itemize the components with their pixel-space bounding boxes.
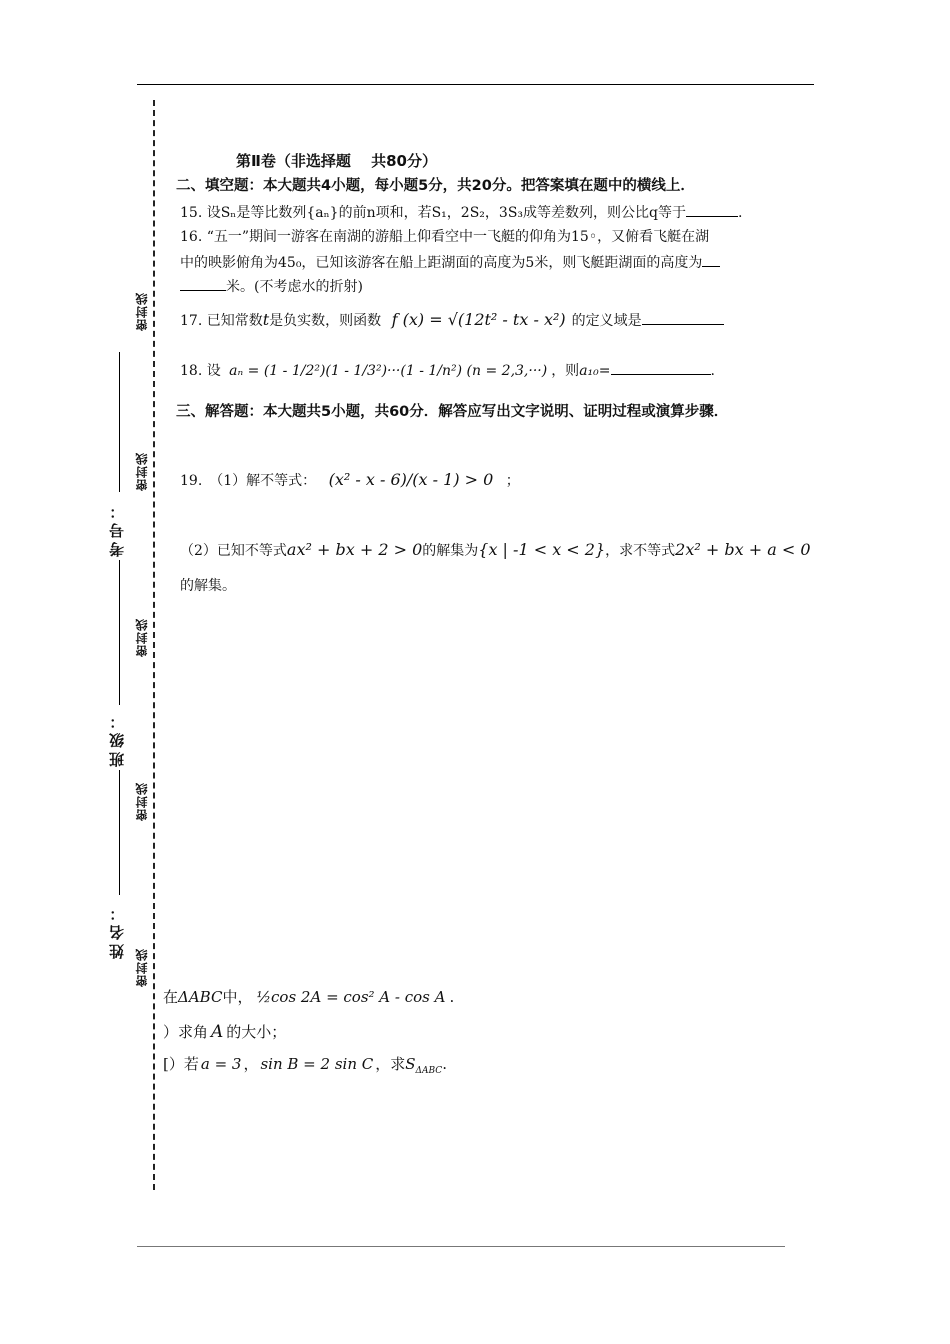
q20-line3-prefix: [）若 — [163, 1055, 199, 1073]
class-underline — [119, 560, 120, 705]
q19-p2-formula1: ax² + bx + 2 > 0 — [286, 540, 423, 559]
q20-line3 — [163, 1055, 447, 1077]
q20-var-a: A — [211, 1022, 224, 1042]
seal-label-2: 密封线 — [135, 452, 149, 491]
exam-no-label: 考号： — [108, 500, 126, 557]
q20-triangle: ΔABC — [178, 988, 223, 1006]
seal-label-4: 密封线 — [135, 782, 149, 821]
q19-part1 — [180, 470, 520, 490]
q15-text: 15. 设Sₙ是等比数列{aₙ}的前n项和，若S₁，2S₂，3S₃成等差数列，则公比q等于 — [180, 205, 686, 221]
section2-header: 二、填空题：本大题共4小题，每小题5分，共20分。把答案填在题中的横线上． — [176, 178, 695, 194]
q18-target: a₁₀= — [579, 363, 611, 379]
q20-line1-end: . — [449, 988, 455, 1006]
q20-formula: ½cos 2A = cos² A - cos A — [256, 988, 446, 1006]
footer-rule — [137, 1246, 785, 1247]
q17-formula: f (x) = √(12t² - tx - x²) — [391, 310, 566, 329]
seal-label-3: 密封线 — [135, 618, 149, 657]
q19-p2-mid2: ，求不等式 — [605, 543, 676, 559]
q18-formula: aₙ = (1 - 1/2²)(1 - 1/3²)···(1 - 1/n²) (n = 2,3,···) — [229, 363, 548, 379]
name-label: 姓名： — [108, 902, 126, 959]
section3-header: 三、解答题：本大题共5小题，共60分．解答应写出文字说明、证明过程或演算步骤． — [176, 404, 729, 420]
q17-mid: 是负实数，则函数 — [269, 313, 382, 329]
q20-cond-sin: sin B = 2 sin C — [260, 1055, 374, 1073]
q20-line1 — [163, 988, 454, 1006]
q18-answer-blank[interactable] — [611, 362, 711, 375]
q20-cond-a: a = 3 — [200, 1055, 242, 1073]
question-17 — [180, 310, 724, 330]
q19-part2 — [180, 540, 811, 560]
exam-no-underline — [119, 352, 120, 492]
q15-end: . — [737, 205, 743, 221]
seal-label-5: 密封线 — [135, 948, 149, 987]
q17-var-t: t — [262, 310, 270, 329]
q16-line3: 米。(不考虑水的折射) — [226, 279, 363, 295]
q18-prefix: 18. 设 — [180, 363, 221, 379]
q20-line2-end: 的大小； — [226, 1023, 287, 1041]
q20-area-sub: ΔABC — [415, 1066, 443, 1076]
q16-line2: 中的映影俯角为45₀，已知该游客在船上距湖面的高度为5米，则飞艇距湖面的高度为 — [180, 255, 703, 271]
q20-line3-end: . — [442, 1055, 447, 1073]
q20-line1-mid: 中， — [222, 988, 253, 1006]
q18-mid: ，则 — [551, 363, 580, 379]
q20-line2-text: ）求角 — [163, 1023, 209, 1041]
seal-dashed-line — [153, 100, 155, 1190]
q19-p2-formula2: 2x² + bx + a < 0 — [675, 540, 811, 559]
q20-area: S — [405, 1055, 416, 1073]
q16-answer-blank-b[interactable] — [180, 278, 226, 291]
q20-line1-prefix: 在 — [163, 988, 179, 1006]
question-15 — [180, 204, 742, 222]
q16-line3-wrap — [180, 278, 363, 296]
q19-p1-formula: (x² - x - 6)/(x - 1) > 0 — [328, 470, 494, 489]
q16-line1: 16. “五一”期间一游客在南湖的游船上仰看空中一飞艇的仰角为15◦，又俯看飞艇在湖 — [180, 229, 710, 245]
header-rule — [137, 84, 814, 85]
q19-p1-prefix: 19. （1）解不等式： — [180, 473, 317, 489]
q19-p2-mid: 的解集为 — [422, 543, 479, 559]
q20-line2 — [163, 1022, 286, 1042]
q16-line2-wrap — [180, 254, 720, 272]
q17-suffix: 的定义域是 — [571, 313, 642, 329]
part2-title: 第Ⅱ卷（非选择题 共80分） — [236, 152, 437, 170]
question-18 — [180, 362, 715, 380]
q19-p2-end: 的解集。 — [180, 578, 236, 594]
q17-answer-blank[interactable] — [642, 312, 724, 325]
q18-end: . — [710, 363, 715, 379]
q20-sep: ， — [243, 1055, 259, 1073]
q15-answer-blank[interactable] — [686, 204, 738, 217]
q19-p2-set: {x | -1 < x < 2} — [478, 540, 606, 559]
q17-prefix: 17. 已知常数 — [180, 313, 263, 329]
name-underline — [119, 770, 120, 895]
q19-p2-prefix: （2）已知不等式 — [180, 543, 287, 559]
seal-label-1: 密封线 — [135, 292, 149, 331]
q20-line3-mid: ，求 — [375, 1055, 406, 1073]
class-label: 班级： — [108, 710, 126, 767]
q16-answer-blank-a[interactable] — [702, 254, 720, 267]
q19-p1-end: ； — [505, 473, 520, 489]
